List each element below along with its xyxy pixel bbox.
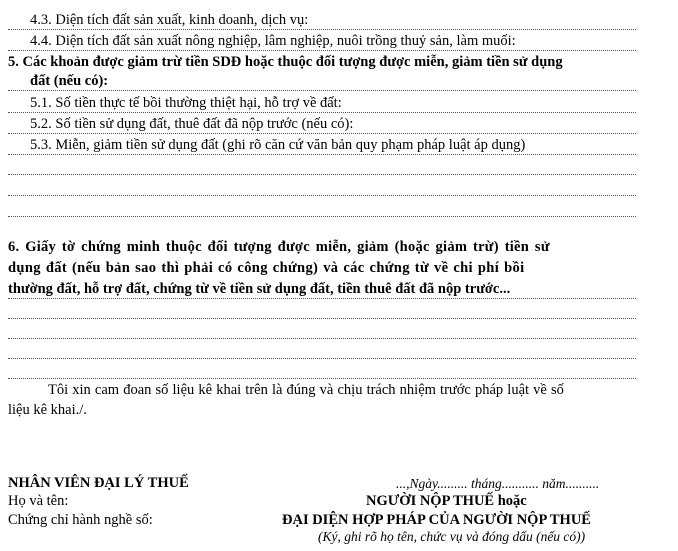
dotted-line bbox=[8, 378, 636, 379]
declaration-line-1: Tôi xin cam đoan số liệu kê khai trên là đúng và chịu trách nhiệm trước pháp luật về số bbox=[48, 382, 564, 398]
dotted-line bbox=[8, 50, 636, 51]
dotted-line bbox=[8, 298, 636, 299]
date-line: ...,Ngày......... tháng........... năm.......... bbox=[396, 476, 600, 491]
section-6-line-2: dụng đất (nếu bản sao thì phải có công chứng) và các chứng từ về chi phí bồi bbox=[8, 260, 525, 276]
dotted-line bbox=[8, 195, 636, 196]
dotted-line bbox=[8, 29, 636, 30]
agent-name-label: Họ và tên: bbox=[8, 493, 69, 509]
item-5-1: 5.1. Số tiền thực tế bồi thường thiệt hại, hỗ trợ về đất: bbox=[30, 95, 342, 111]
declaration-line-2: liệu kê khai./. bbox=[8, 402, 87, 418]
item-5-3: 5.3. Miễn, giảm tiền sử dụng đất (ghi rõ căn cứ văn bản quy phạm pháp luật áp dụng) bbox=[30, 137, 526, 153]
dotted-line bbox=[8, 133, 636, 134]
dotted-line bbox=[8, 174, 636, 175]
dotted-line bbox=[8, 358, 636, 359]
section-5-heading-cont: đất (nếu có): bbox=[30, 73, 109, 89]
item-4-3: 4.3. Diện tích đất sản xuất, kinh doanh, dịch vụ: bbox=[30, 12, 309, 28]
item-5-2: 5.2. Số tiền sử dụng đất, thuê đất đã nộp trước (nếu có): bbox=[30, 116, 354, 132]
representative-title: ĐẠI DIỆN HỢP PHÁP CỦA NGƯỜI NỘP THUẾ bbox=[282, 512, 591, 528]
section-6-line-1: 6. Giấy tờ chứng minh thuộc đối tượng được miễn, giảm (hoặc giảm trừ) tiền sử bbox=[8, 239, 550, 255]
section-5-heading: 5. Các khoản được giảm trừ tiền SDĐ hoặc thuộc đối tượng được miễn, giảm tiền sử dụng bbox=[8, 54, 563, 70]
agent-title: NHÂN VIÊN ĐẠI LÝ THUẾ bbox=[8, 475, 189, 491]
agent-cert-label: Chứng chỉ hành nghề số: bbox=[8, 512, 153, 528]
dotted-line bbox=[8, 112, 636, 113]
dotted-line bbox=[8, 90, 636, 91]
section-6-line-3: thường đất, hỗ trợ đất, chứng từ về tiền sử dụng đất, tiền thuê đất đã nộp trước... bbox=[8, 281, 511, 297]
dotted-line bbox=[8, 216, 636, 217]
dotted-line bbox=[8, 318, 636, 319]
taxpayer-title: NGƯỜI NỘP THUẾ hoặc bbox=[366, 493, 527, 509]
dotted-line bbox=[8, 338, 636, 339]
sign-note: (Ký, ghi rõ họ tên, chức vụ và đóng dấu (nếu có)) bbox=[318, 529, 586, 544]
item-4-4: 4.4. Diện tích đất sản xuất nông nghiệp, lâm nghiệp, nuôi trồng thuỷ sản, làm muối: bbox=[30, 33, 516, 49]
dotted-line bbox=[8, 154, 636, 155]
